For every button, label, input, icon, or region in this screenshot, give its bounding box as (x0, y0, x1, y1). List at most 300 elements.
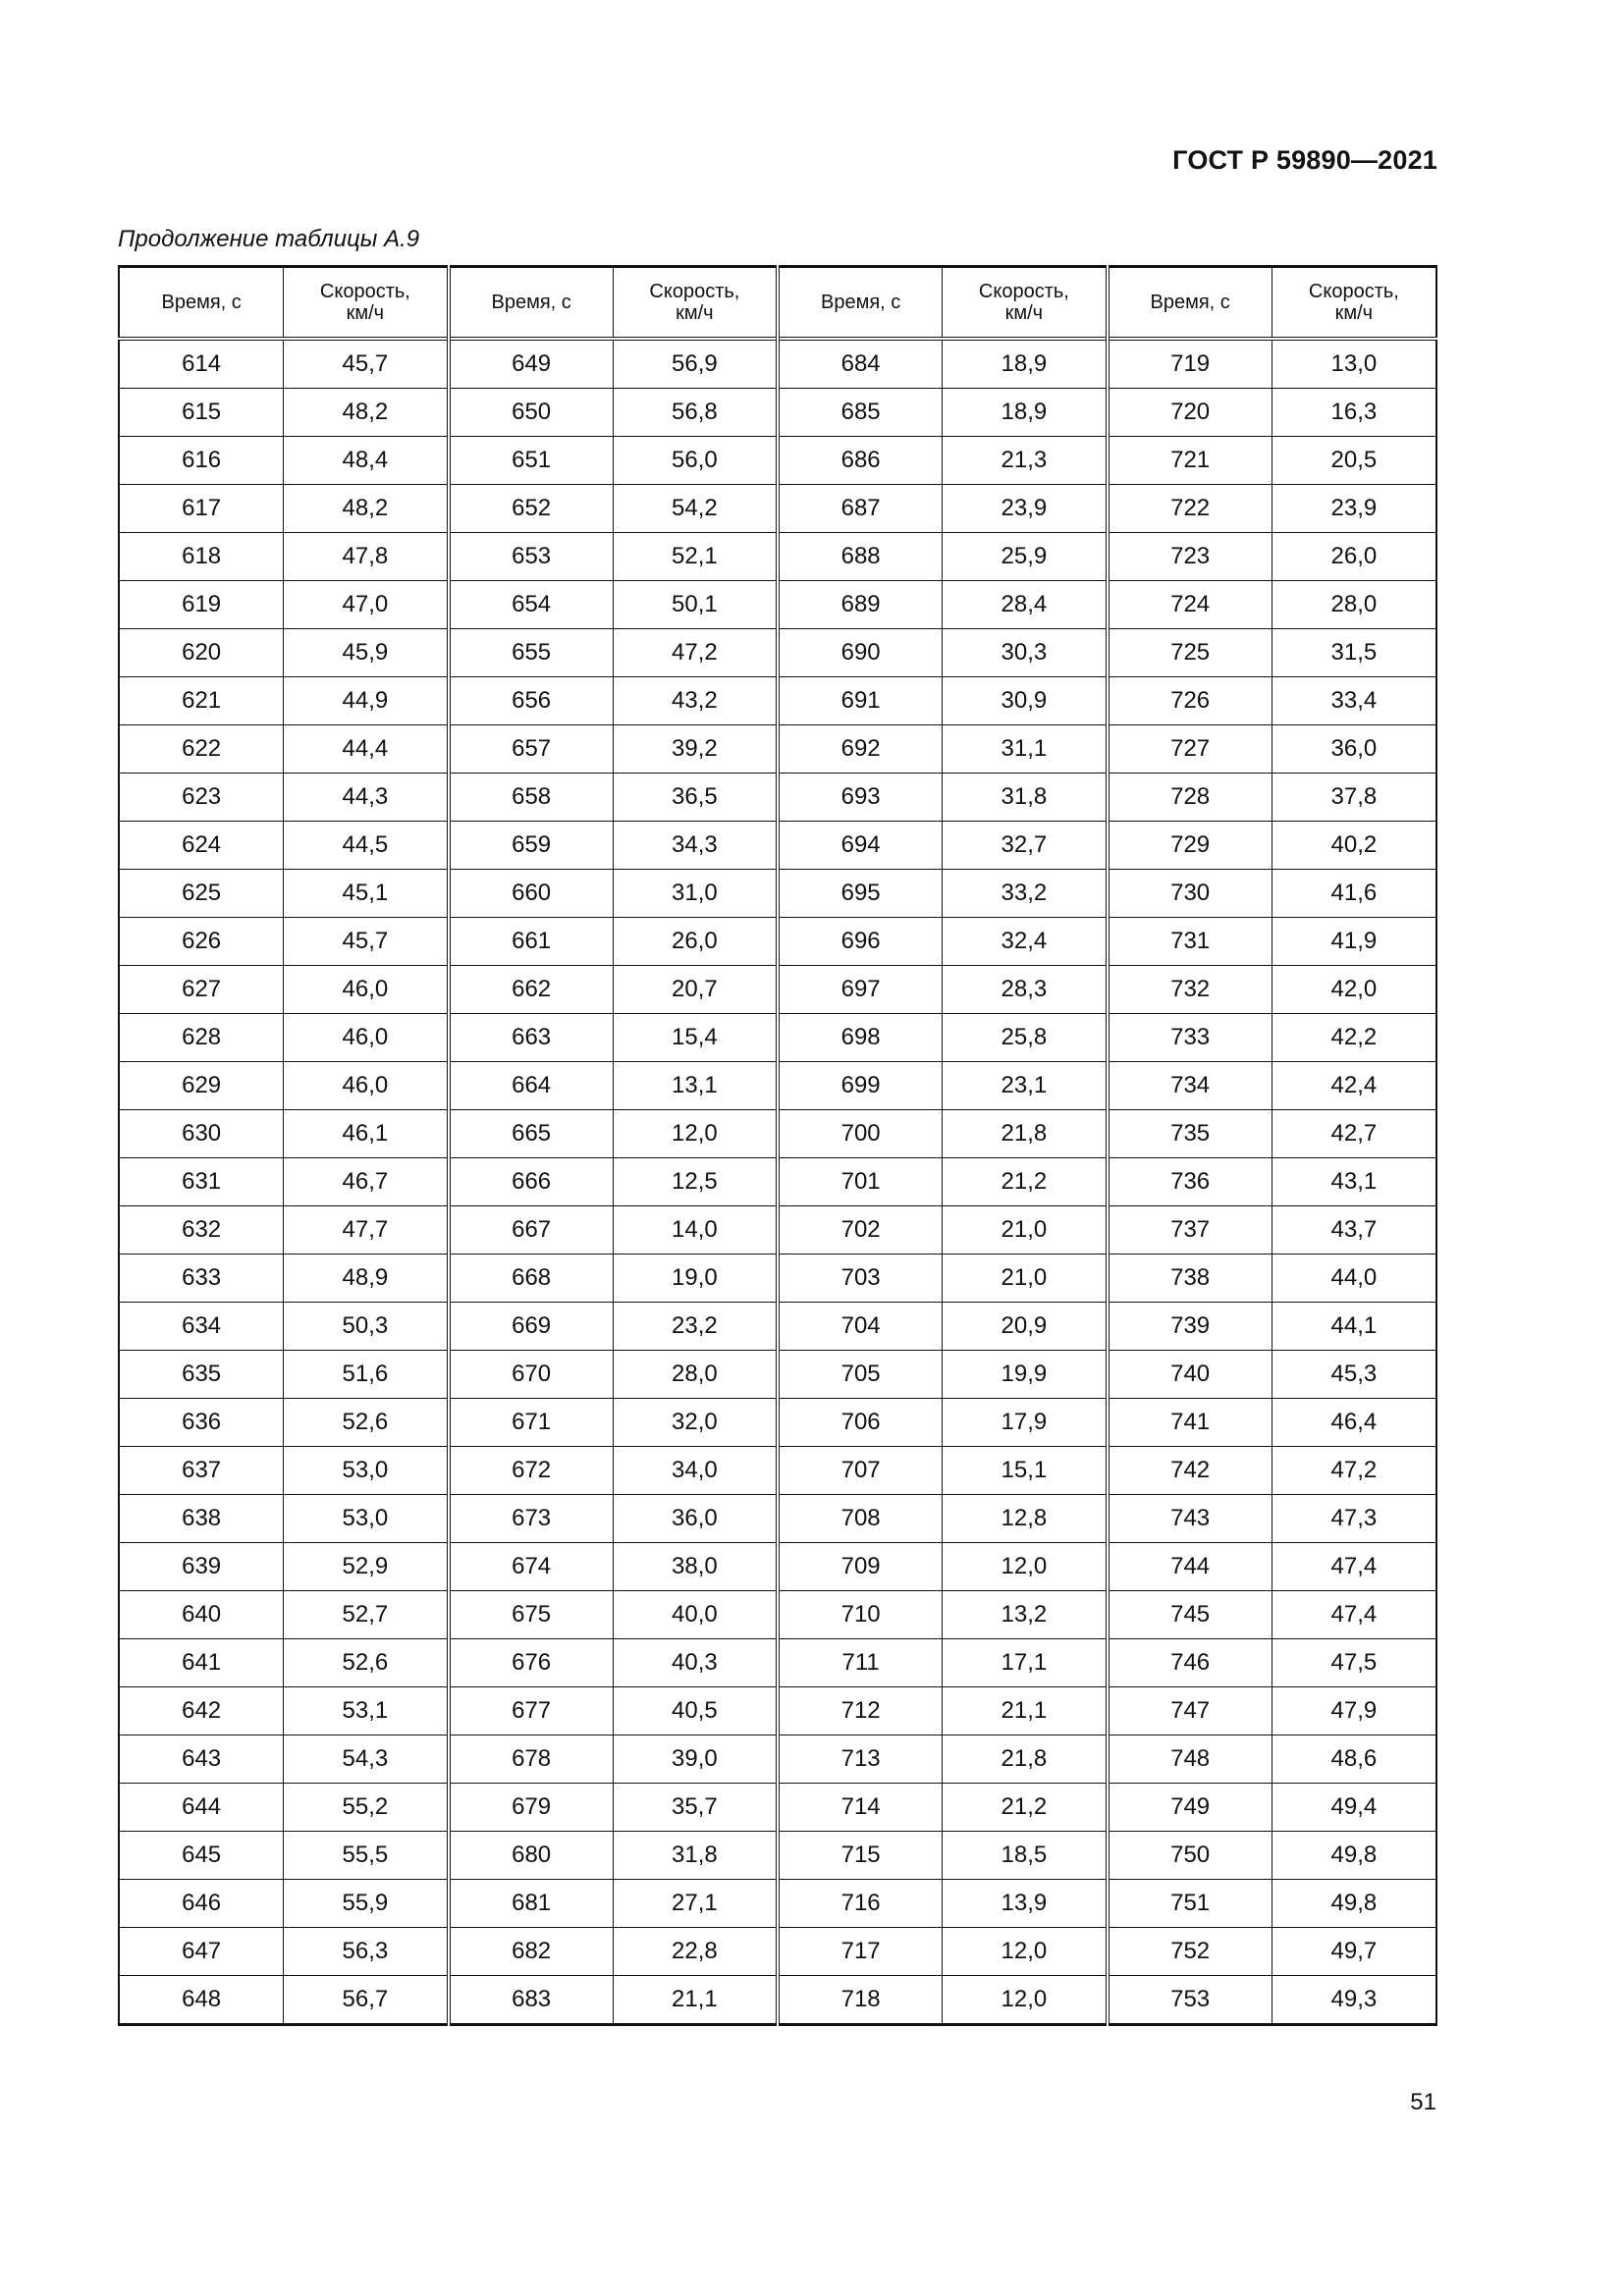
time-cell: 654 (449, 581, 614, 629)
time-cell: 723 (1108, 533, 1272, 581)
time-cell: 685 (778, 389, 943, 437)
speed-cell: 12,8 (943, 1495, 1108, 1543)
table-row (119, 1014, 1436, 1062)
column-header-time (1108, 267, 1272, 340)
table-row (119, 339, 1436, 389)
speed-cell: 33,4 (1272, 677, 1436, 725)
speed-cell: 44,1 (1272, 1303, 1436, 1351)
time-cell: 632 (119, 1206, 284, 1255)
speed-cell: 28,0 (1272, 581, 1436, 629)
speed-cell: 44,0 (1272, 1255, 1436, 1303)
time-cell: 641 (119, 1639, 284, 1687)
time-cell: 741 (1108, 1399, 1272, 1447)
time-cell: 733 (1108, 1014, 1272, 1062)
time-cell: 683 (449, 1976, 614, 2025)
speed-cell: 32,4 (943, 918, 1108, 966)
time-cell: 674 (449, 1543, 614, 1591)
time-cell: 746 (1108, 1639, 1272, 1687)
speed-cell: 27,1 (613, 1880, 778, 1928)
speed-cell: 43,7 (1272, 1206, 1436, 1255)
time-cell: 732 (1108, 966, 1272, 1014)
speed-cell: 42,4 (1272, 1062, 1436, 1110)
speed-cell: 26,0 (613, 918, 778, 966)
table-row (119, 1880, 1436, 1928)
speed-cell: 20,7 (613, 966, 778, 1014)
speed-cell: 28,4 (943, 581, 1108, 629)
speed-cell: 12,0 (943, 1928, 1108, 1976)
speed-cell: 18,9 (943, 389, 1108, 437)
speed-cell: 34,3 (613, 822, 778, 870)
speed-cell: 13,1 (613, 1062, 778, 1110)
time-cell: 697 (778, 966, 943, 1014)
speed-cell: 35,7 (613, 1784, 778, 1832)
speed-cell: 48,9 (284, 1255, 449, 1303)
speed-cell: 52,6 (284, 1639, 449, 1687)
speed-cell: 46,0 (284, 966, 449, 1014)
time-cell: 615 (119, 389, 284, 437)
speed-cell: 55,9 (284, 1880, 449, 1928)
time-cell: 725 (1108, 629, 1272, 677)
column-header-time (449, 267, 614, 340)
table-row (119, 1399, 1436, 1447)
speed-cell: 14,0 (613, 1206, 778, 1255)
speed-cell: 47,7 (284, 1206, 449, 1255)
table-row (119, 1735, 1436, 1784)
time-cell: 678 (449, 1735, 614, 1784)
time-cell: 648 (119, 1976, 284, 2025)
speed-cell: 41,9 (1272, 918, 1436, 966)
time-cell: 717 (778, 1928, 943, 1976)
speed-cell: 47,0 (284, 581, 449, 629)
time-cell: 681 (449, 1880, 614, 1928)
page-number: 51 (1410, 2089, 1436, 2115)
table-row (119, 1495, 1436, 1543)
time-cell: 614 (119, 339, 284, 389)
speed-cell: 54,2 (613, 485, 778, 533)
time-cell: 724 (1108, 581, 1272, 629)
speed-cell: 49,8 (1272, 1832, 1436, 1880)
time-cell: 620 (119, 629, 284, 677)
speed-cell: 20,9 (943, 1303, 1108, 1351)
speed-cell: 45,9 (284, 629, 449, 677)
time-cell: 640 (119, 1591, 284, 1639)
speed-cell: 39,2 (613, 725, 778, 774)
time-cell: 700 (778, 1110, 943, 1158)
speed-cell: 56,0 (613, 437, 778, 485)
time-cell: 739 (1108, 1303, 1272, 1351)
speed-cell: 21,0 (943, 1255, 1108, 1303)
time-cell: 752 (1108, 1928, 1272, 1976)
speed-cell: 52,6 (284, 1399, 449, 1447)
time-cell: 658 (449, 774, 614, 822)
speed-cell: 21,8 (943, 1110, 1108, 1158)
speed-cell: 31,5 (1272, 629, 1436, 677)
time-cell: 679 (449, 1784, 614, 1832)
time-cell: 623 (119, 774, 284, 822)
speed-cell: 23,9 (943, 485, 1108, 533)
speed-cell: 31,0 (613, 870, 778, 918)
speed-cell: 46,1 (284, 1110, 449, 1158)
speed-cell: 42,0 (1272, 966, 1436, 1014)
table-row (119, 1447, 1436, 1495)
speed-cell: 48,2 (284, 389, 449, 437)
speed-cell: 44,5 (284, 822, 449, 870)
time-cell: 616 (119, 437, 284, 485)
column-header-time (119, 267, 284, 340)
speed-cell: 40,5 (613, 1687, 778, 1735)
table-row (119, 725, 1436, 774)
speed-cell: 21,2 (943, 1158, 1108, 1206)
speed-cell: 52,1 (613, 533, 778, 581)
time-cell: 750 (1108, 1832, 1272, 1880)
table-row (119, 629, 1436, 677)
speed-cell: 12,0 (613, 1110, 778, 1158)
time-cell: 669 (449, 1303, 614, 1351)
time-cell: 659 (449, 822, 614, 870)
speed-cell: 31,8 (613, 1832, 778, 1880)
time-cell: 625 (119, 870, 284, 918)
speed-cell: 42,7 (1272, 1110, 1436, 1158)
speed-cell: 25,9 (943, 533, 1108, 581)
time-cell: 709 (778, 1543, 943, 1591)
time-cell: 735 (1108, 1110, 1272, 1158)
column-header-line1: Время, с (161, 292, 242, 313)
time-cell: 694 (778, 822, 943, 870)
time-cell: 655 (449, 629, 614, 677)
time-cell: 708 (778, 1495, 943, 1543)
table-row (119, 774, 1436, 822)
speed-cell: 51,6 (284, 1351, 449, 1399)
time-cell: 621 (119, 677, 284, 725)
speed-cell: 36,0 (1272, 725, 1436, 774)
time-cell: 656 (449, 677, 614, 725)
speed-cell: 12,0 (943, 1976, 1108, 2025)
time-cell: 705 (778, 1351, 943, 1399)
time-cell: 690 (778, 629, 943, 677)
table-row (119, 822, 1436, 870)
speed-cell: 45,7 (284, 918, 449, 966)
table-row (119, 485, 1436, 533)
time-cell: 691 (778, 677, 943, 725)
speed-cell: 38,0 (613, 1543, 778, 1591)
speed-cell: 17,1 (943, 1639, 1108, 1687)
speed-cell: 40,3 (613, 1639, 778, 1687)
speed-cell: 47,2 (613, 629, 778, 677)
time-cell: 707 (778, 1447, 943, 1495)
time-cell: 638 (119, 1495, 284, 1543)
time-cell: 693 (778, 774, 943, 822)
column-header-speed (284, 267, 449, 340)
column-header-line2: км/ч (346, 302, 385, 324)
speed-cell: 33,2 (943, 870, 1108, 918)
time-cell: 645 (119, 1832, 284, 1880)
speed-cell: 49,3 (1272, 1976, 1436, 2025)
speed-cell: 32,0 (613, 1399, 778, 1447)
speed-cell: 49,7 (1272, 1928, 1436, 1976)
time-cell: 673 (449, 1495, 614, 1543)
time-cell: 689 (778, 581, 943, 629)
time-cell: 702 (778, 1206, 943, 1255)
column-header-speed (613, 267, 778, 340)
time-cell: 728 (1108, 774, 1272, 822)
speed-cell: 28,3 (943, 966, 1108, 1014)
speed-cell: 49,4 (1272, 1784, 1436, 1832)
speed-cell: 30,9 (943, 677, 1108, 725)
speed-cell: 43,2 (613, 677, 778, 725)
table-caption: Продолжение таблицы А.9 (118, 226, 420, 252)
speed-cell: 46,7 (284, 1158, 449, 1206)
column-header-line1: Скорость, (319, 281, 410, 302)
speed-cell: 18,9 (943, 339, 1108, 389)
time-cell: 718 (778, 1976, 943, 2025)
table-body (119, 339, 1436, 2025)
column-header-line1: Скорость, (649, 281, 740, 302)
speed-cell: 47,5 (1272, 1639, 1436, 1687)
speed-cell: 34,0 (613, 1447, 778, 1495)
time-cell: 649 (449, 339, 614, 389)
time-cell: 657 (449, 725, 614, 774)
time-cell: 721 (1108, 437, 1272, 485)
table-row (119, 389, 1436, 437)
speed-cell: 48,2 (284, 485, 449, 533)
time-cell: 744 (1108, 1543, 1272, 1591)
time-cell: 629 (119, 1062, 284, 1110)
time-cell: 631 (119, 1158, 284, 1206)
speed-cell: 22,8 (613, 1928, 778, 1976)
speed-cell: 26,0 (1272, 533, 1436, 581)
time-cell: 650 (449, 389, 614, 437)
speed-cell: 44,3 (284, 774, 449, 822)
speed-cell: 47,3 (1272, 1495, 1436, 1543)
column-header-time (778, 267, 943, 340)
table-row (119, 1687, 1436, 1735)
column-header-line2: км/ч (1004, 302, 1044, 324)
time-cell: 627 (119, 966, 284, 1014)
time-cell: 730 (1108, 870, 1272, 918)
column-header-line2: км/ч (1334, 302, 1374, 324)
speed-cell: 12,5 (613, 1158, 778, 1206)
speed-cell: 21,2 (943, 1784, 1108, 1832)
speed-cell: 23,1 (943, 1062, 1108, 1110)
time-cell: 644 (119, 1784, 284, 1832)
column-header-speed (943, 267, 1108, 340)
time-cell: 662 (449, 966, 614, 1014)
speed-cell: 21,3 (943, 437, 1108, 485)
time-cell: 722 (1108, 485, 1272, 533)
speed-cell: 42,2 (1272, 1014, 1436, 1062)
speed-cell: 20,5 (1272, 437, 1436, 485)
time-cell: 651 (449, 437, 614, 485)
speed-cell: 49,8 (1272, 1880, 1436, 1928)
time-cell: 696 (778, 918, 943, 966)
time-cell: 670 (449, 1351, 614, 1399)
time-cell: 740 (1108, 1351, 1272, 1399)
time-cell: 619 (119, 581, 284, 629)
speed-cell: 44,4 (284, 725, 449, 774)
time-cell: 701 (778, 1158, 943, 1206)
speed-cell: 45,1 (284, 870, 449, 918)
table-row (119, 1639, 1436, 1687)
speed-cell: 13,9 (943, 1880, 1108, 1928)
speed-cell: 45,3 (1272, 1351, 1436, 1399)
time-cell: 699 (778, 1062, 943, 1110)
speed-cell: 37,8 (1272, 774, 1436, 822)
speed-cell: 53,1 (284, 1687, 449, 1735)
table-row (119, 1110, 1436, 1158)
time-cell: 747 (1108, 1687, 1272, 1735)
time-cell: 682 (449, 1928, 614, 1976)
time-cell: 664 (449, 1062, 614, 1110)
time-cell: 731 (1108, 918, 1272, 966)
speed-cell: 39,0 (613, 1735, 778, 1784)
time-cell: 626 (119, 918, 284, 966)
speed-cell: 43,1 (1272, 1158, 1436, 1206)
time-cell: 643 (119, 1735, 284, 1784)
time-cell: 661 (449, 918, 614, 966)
time-cell: 646 (119, 1880, 284, 1928)
table-row (119, 1784, 1436, 1832)
time-cell: 635 (119, 1351, 284, 1399)
time-cell: 745 (1108, 1591, 1272, 1639)
time-cell: 727 (1108, 725, 1272, 774)
table-header-row (119, 267, 1436, 340)
time-cell: 711 (778, 1639, 943, 1687)
column-header-speed (1272, 267, 1436, 340)
table-row (119, 533, 1436, 581)
table-row (119, 870, 1436, 918)
time-cell: 734 (1108, 1062, 1272, 1110)
time-cell: 677 (449, 1687, 614, 1735)
time-cell: 687 (778, 485, 943, 533)
time-cell: 753 (1108, 1976, 1272, 2025)
time-cell: 736 (1108, 1158, 1272, 1206)
time-cell: 726 (1108, 677, 1272, 725)
time-cell: 665 (449, 1110, 614, 1158)
time-cell: 715 (778, 1832, 943, 1880)
speed-cell: 23,9 (1272, 485, 1436, 533)
speed-cell: 40,2 (1272, 822, 1436, 870)
table-row (119, 1832, 1436, 1880)
time-cell: 692 (778, 725, 943, 774)
speed-cell: 46,0 (284, 1062, 449, 1110)
speed-cell: 23,2 (613, 1303, 778, 1351)
speed-cell: 25,8 (943, 1014, 1108, 1062)
speed-cell: 45,7 (284, 339, 449, 389)
time-cell: 647 (119, 1928, 284, 1976)
time-cell: 706 (778, 1399, 943, 1447)
time-cell: 712 (778, 1687, 943, 1735)
speed-cell: 46,0 (284, 1014, 449, 1062)
speed-cell: 56,7 (284, 1976, 449, 2025)
time-cell: 748 (1108, 1735, 1272, 1784)
time-cell: 743 (1108, 1495, 1272, 1543)
time-cell: 698 (778, 1014, 943, 1062)
speed-cell: 56,8 (613, 389, 778, 437)
time-cell: 618 (119, 533, 284, 581)
speed-cell: 44,9 (284, 677, 449, 725)
speed-cell: 36,0 (613, 1495, 778, 1543)
time-cell: 637 (119, 1447, 284, 1495)
table-row (119, 918, 1436, 966)
speed-cell: 31,1 (943, 725, 1108, 774)
time-cell: 749 (1108, 1784, 1272, 1832)
time-cell: 622 (119, 725, 284, 774)
speed-cell: 56,9 (613, 339, 778, 389)
time-cell: 676 (449, 1639, 614, 1687)
table-row (119, 1928, 1436, 1976)
table-row (119, 1158, 1436, 1206)
time-cell: 666 (449, 1158, 614, 1206)
speed-cell: 15,4 (613, 1014, 778, 1062)
speed-cell: 18,5 (943, 1832, 1108, 1880)
time-cell: 714 (778, 1784, 943, 1832)
column-header-line1: Время, с (1150, 292, 1230, 313)
time-cell: 652 (449, 485, 614, 533)
speed-cell: 46,4 (1272, 1399, 1436, 1447)
table-row (119, 1206, 1436, 1255)
speed-cell: 36,5 (613, 774, 778, 822)
speed-cell: 31,8 (943, 774, 1108, 822)
speed-cell: 21,1 (613, 1976, 778, 2025)
speed-cell: 40,0 (613, 1591, 778, 1639)
table-row (119, 1976, 1436, 2025)
speed-cell: 55,5 (284, 1832, 449, 1880)
table-row (119, 1255, 1436, 1303)
time-cell: 742 (1108, 1447, 1272, 1495)
speed-cell: 17,9 (943, 1399, 1108, 1447)
speed-cell: 30,3 (943, 629, 1108, 677)
column-header-line1: Скорость, (1308, 281, 1399, 302)
time-cell: 633 (119, 1255, 284, 1303)
speed-cell: 55,2 (284, 1784, 449, 1832)
speed-cell: 19,9 (943, 1351, 1108, 1399)
time-cell: 624 (119, 822, 284, 870)
speed-cell: 52,9 (284, 1543, 449, 1591)
speed-cell: 48,4 (284, 437, 449, 485)
time-cell: 653 (449, 533, 614, 581)
time-cell: 713 (778, 1735, 943, 1784)
speed-cell: 47,8 (284, 533, 449, 581)
time-cell: 668 (449, 1255, 614, 1303)
speed-cell: 52,7 (284, 1591, 449, 1639)
speed-cell: 54,3 (284, 1735, 449, 1784)
speed-cell: 32,7 (943, 822, 1108, 870)
time-cell: 628 (119, 1014, 284, 1062)
time-cell: 686 (778, 437, 943, 485)
column-header-line1: Время, с (820, 292, 901, 313)
table-row (119, 677, 1436, 725)
time-cell: 704 (778, 1303, 943, 1351)
time-cell: 660 (449, 870, 614, 918)
speed-cell: 21,8 (943, 1735, 1108, 1784)
speed-cell: 50,1 (613, 581, 778, 629)
time-cell: 716 (778, 1880, 943, 1928)
table-row (119, 966, 1436, 1014)
time-cell: 675 (449, 1591, 614, 1639)
table-row (119, 581, 1436, 629)
time-cell: 672 (449, 1447, 614, 1495)
column-header-line1: Скорость, (978, 281, 1069, 302)
speed-cell: 41,6 (1272, 870, 1436, 918)
speed-cell: 12,0 (943, 1543, 1108, 1591)
speed-cell: 47,9 (1272, 1687, 1436, 1735)
speed-cell: 19,0 (613, 1255, 778, 1303)
time-cell: 642 (119, 1687, 284, 1735)
speed-cell: 28,0 (613, 1351, 778, 1399)
speed-cell: 48,6 (1272, 1735, 1436, 1784)
table-row (119, 1591, 1436, 1639)
time-cell: 703 (778, 1255, 943, 1303)
